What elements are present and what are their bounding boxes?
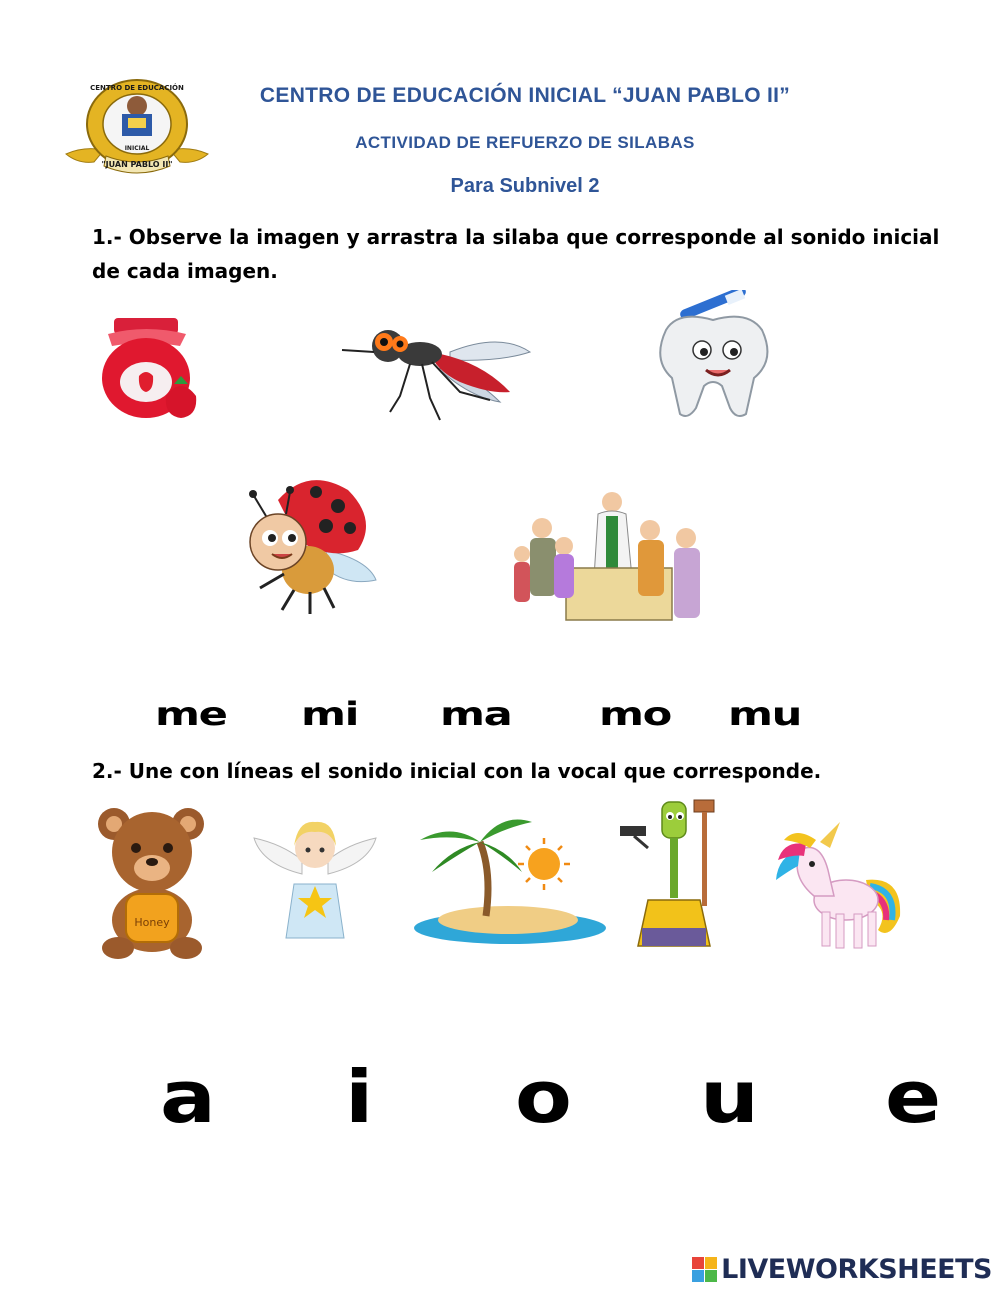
exercise1-instruction: 1.- Observe la imagen y arrastra la silaba que corresponde al sonido inicial de cada imagen.	[92, 225, 940, 283]
logo-inicial-text: INICIAL	[124, 145, 150, 152]
tooth-image[interactable]	[638, 290, 788, 420]
jam-jar-image[interactable]	[96, 306, 214, 424]
liveworksheets-brand: LIVEWORKSHEETS	[721, 1254, 992, 1285]
island-image[interactable]	[412, 812, 610, 948]
mass-image[interactable]	[514, 488, 712, 626]
vowel-u[interactable]: u	[700, 1055, 759, 1139]
mosquito-image[interactable]	[340, 312, 540, 424]
angel-image[interactable]	[252, 814, 378, 946]
vowel-a[interactable]: a	[160, 1055, 216, 1139]
logo-top-text: CENTRO DE EDUCACIÓN	[90, 84, 184, 92]
liveworksheets-footer[interactable]	[692, 1254, 992, 1285]
school-title: CENTRO DE EDUCACIÓN INICIAL “JUAN PABLO II”	[259, 84, 791, 107]
ladybug-image[interactable]	[238, 470, 380, 620]
syllable-me[interactable]: me	[155, 695, 227, 733]
liveworksheets-logo-icon	[692, 1257, 717, 1282]
vowel-i[interactable]: i	[345, 1055, 374, 1139]
logo-bottom-text: "JUAN PABLO II"	[101, 160, 173, 169]
vowel-o[interactable]: o	[515, 1055, 572, 1139]
vowel-e[interactable]: e	[885, 1055, 942, 1139]
exercise2-instruction: 2.- Une con líneas el sonido inicial con la vocal que corresponde.	[92, 759, 822, 783]
broom-tools-image[interactable]	[618, 796, 722, 952]
activity-subtitle: ACTIVIDAD DE REFUERZO DE SILABAS	[355, 133, 695, 152]
level-label: Para Subnivel 2	[450, 175, 600, 197]
syllable-mi[interactable]: mi	[301, 695, 359, 733]
honey-label: Honey	[134, 916, 170, 929]
bear-image[interactable]	[92, 802, 212, 962]
syllable-mo[interactable]: mo	[599, 695, 671, 733]
syllable-mu[interactable]: mu	[728, 695, 802, 733]
unicorn-image[interactable]	[770, 820, 906, 952]
syllable-ma[interactable]: ma	[440, 695, 512, 733]
